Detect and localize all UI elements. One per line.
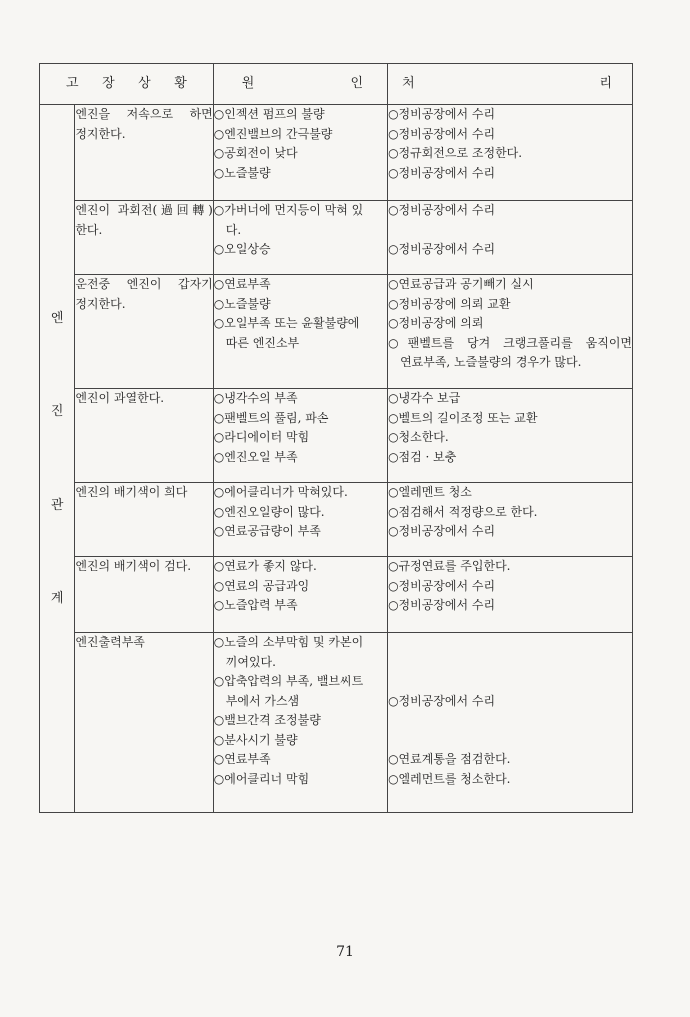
cause-line: ○팬벨트의 풀림, 파손 [213, 410, 329, 425]
cause-line: ○엔진오일량이 많다. [213, 504, 325, 519]
cause-cell [213, 483, 387, 557]
cause-line: ○가버너에 먼지등이 막혀 있 [213, 203, 364, 217]
cause-line: ○밸브간격 조정불량 [213, 713, 321, 727]
cause-line: ○노즐불량 [213, 296, 271, 311]
header-char: 장 [102, 76, 115, 92]
remedy-line: 연료부족, 노즐불량의 경우가 많다. [400, 355, 582, 369]
cause-line: ○연료부족 [213, 752, 271, 766]
cause-line: ○오일부족 또는 윤활불량에 [213, 316, 360, 330]
symptom-line: 운전중 엔진이 갑자기 [75, 277, 213, 291]
remedy-cell [388, 389, 633, 483]
symptom-line: 엔진이 과회전(過回轉) [75, 203, 213, 217]
cause-line: 다. [225, 222, 242, 237]
cause-line: ○노즐불량 [213, 165, 271, 180]
remedy-line: ○정비공장에서 수리 [388, 107, 496, 121]
cause-line: ○연료의 공급과잉 [213, 578, 310, 593]
header-symptom [40, 64, 214, 105]
cause-line: ○라디에이터 막힘 [213, 430, 310, 444]
header-char: 처 [402, 76, 415, 92]
cause-line: 부에서 가스샘 [225, 693, 300, 708]
remedy-line: ○정비공장에서 수리 [388, 598, 496, 612]
troubleshooting-table [39, 63, 633, 813]
cause-line: ○인젝션 펌프의 불량 [213, 107, 325, 121]
remedy-line: ○정비공장에서 수리 [388, 242, 496, 256]
symptom-line: 한다. [75, 222, 103, 237]
table-row [40, 105, 633, 201]
symptom-cell [75, 105, 213, 201]
cause-line: ○엔진밸브의 간극불량 [213, 126, 333, 141]
remedy-line: ○점검해서 적정량으로 한다. [388, 504, 538, 519]
symptom-line: 정지한다. [75, 296, 126, 311]
remedy-line: ○정비공장에서 수리 [388, 693, 496, 708]
remedy-cell [388, 275, 633, 389]
remedy-cell [388, 201, 633, 275]
cause-line: ○분사시기 불량 [213, 732, 298, 747]
cause-line: ○엔진오일 부족 [213, 449, 298, 464]
symptom-cell [75, 633, 213, 813]
symptom-line: 엔진의 배기색이 희다 [75, 485, 188, 499]
remedy-line: ○정비공장에서 수리 [388, 203, 496, 217]
category-char: 관 [50, 497, 64, 513]
cause-line: ○오일상승 [213, 242, 271, 256]
table-row [40, 389, 633, 483]
header-char: 인 [350, 76, 364, 92]
symptom-cell [75, 483, 213, 557]
remedy-line: ○정비공장에서 수리 [388, 126, 496, 141]
category-char: 계 [50, 591, 64, 606]
cause-cell [213, 389, 387, 483]
cause-line: 끼여있다. [225, 654, 276, 669]
cause-cell [213, 275, 387, 389]
table-row [40, 275, 633, 389]
category-cell [40, 105, 75, 813]
remedy-line: ○엘레먼트를 청소한다. [388, 771, 511, 786]
header-char: 상 [138, 76, 151, 92]
cause-line: ○압축압력의 부족, 밸브씨트 [213, 674, 364, 688]
remedy-line: ○정비공장에 의뢰 [388, 316, 484, 330]
cause-line: ○에어클리너 막힘 [213, 771, 310, 786]
remedy-line: ○엘레멘트 청소 [388, 485, 472, 499]
table-row [40, 557, 633, 633]
remedy-cell [388, 483, 633, 557]
cause-line: ○노즐의 소부막힘 및 카본이 [213, 635, 364, 649]
remedy-line: ○연료공급과 공기빼기 실시 [388, 277, 534, 291]
cause-cell [213, 201, 387, 275]
symptom-line: 엔진의 배기색이 검다. [75, 559, 192, 573]
header-char: 황 [174, 76, 187, 92]
remedy-line: ○정비공장에 의뢰 교환 [388, 296, 511, 311]
remedy-cell [388, 557, 633, 633]
remedy-line: ○정비공장에서 수리 [388, 578, 496, 593]
remedy-line: ○규정연료를 주입한다. [388, 559, 511, 573]
remedy-cell [388, 105, 633, 201]
remedy-line: ○정비공장에서 수리 [388, 524, 496, 538]
symptom-cell [75, 201, 213, 275]
remedy-line: ○정규회전으로 조정한다. [388, 146, 523, 160]
table-row [40, 633, 633, 813]
remedy-line: ○팬벨트를 당겨 크랭크풀리를 움직이면 [388, 335, 632, 350]
cause-line: ○냉각수의 부족 [213, 391, 298, 405]
symptom-line: 정지한다. [75, 126, 126, 141]
symptom-cell [75, 557, 213, 633]
table-header-row [40, 64, 633, 105]
remedy-line: ○청소한다. [388, 430, 449, 444]
symptom-line: 엔진출력부족 [75, 635, 145, 649]
header-cause [213, 64, 387, 105]
symptom-cell [75, 389, 213, 483]
header-char: 리 [599, 76, 612, 92]
remedy-line: ○냉각수 보급 [388, 391, 461, 405]
cause-cell [213, 105, 387, 201]
symptom-line: 엔진을 저속으로 하면 [75, 107, 213, 121]
cause-cell [213, 633, 387, 813]
header-remedy [388, 64, 633, 105]
table-row [40, 483, 633, 557]
remedy-cell [388, 633, 633, 813]
symptom-cell [75, 275, 213, 389]
category-char: 진 [50, 404, 64, 419]
remedy-line: ○정비공장에서 수리 [388, 165, 496, 180]
table-row [40, 201, 633, 275]
cause-line: ○연료부족 [213, 277, 271, 291]
cause-line: 따른 엔진소부 [225, 335, 300, 350]
symptom-line: 엔진이 과열한다. [75, 391, 165, 405]
header-char: 고 [66, 76, 79, 92]
category-char: 엔 [50, 310, 64, 326]
cause-line: ○노즐압력 부족 [213, 598, 298, 612]
page-number: 71 [336, 944, 354, 960]
cause-line: ○공회전이 낮다 [213, 146, 298, 160]
cause-line: ○연료가 좋지 않다. [213, 559, 317, 573]
cause-line: ○연료공급량이 부족 [213, 524, 321, 538]
header-char: 원 [241, 76, 255, 92]
remedy-line: ○점검 · 보충 [388, 449, 457, 464]
cause-line: ○에어클리너가 막혀있다. [213, 485, 348, 499]
remedy-line: ○벨트의 길이조정 또는 교환 [388, 410, 538, 425]
cause-cell [213, 557, 387, 633]
remedy-line: ○연료계통을 점검한다. [388, 752, 511, 766]
